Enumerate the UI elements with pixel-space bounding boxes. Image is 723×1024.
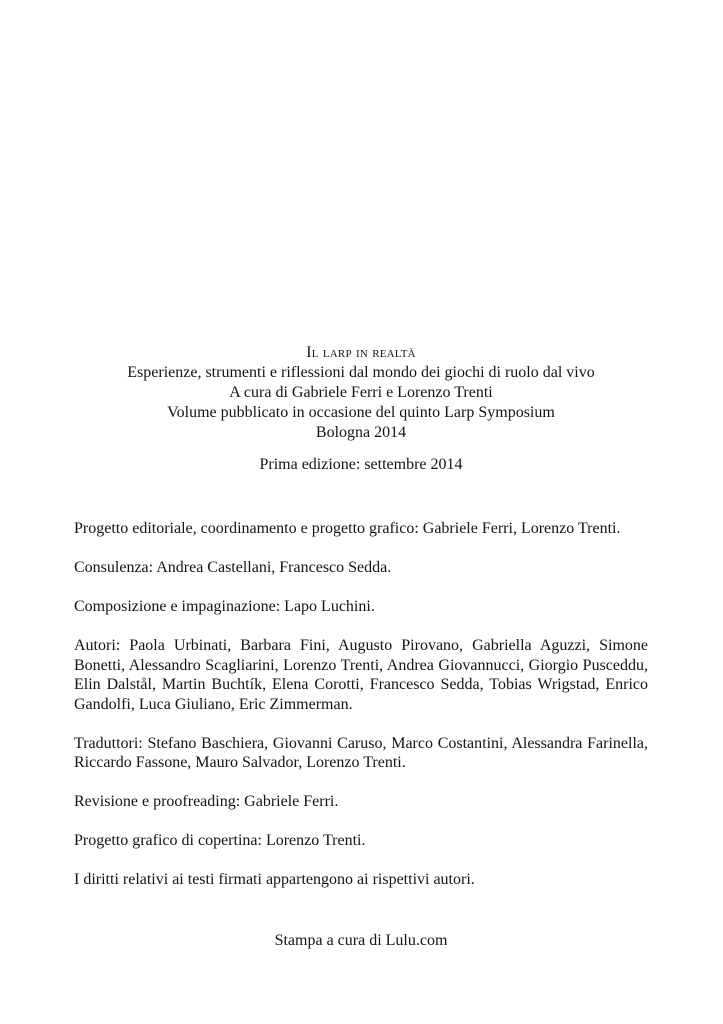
book-subtitle: Esperienze, strumenti e riflessioni dal mondo dei giochi di ruolo dal vivo [127,364,595,381]
credit-typesetting: Composizione e impaginazione: Lapo Luchini. [74,598,375,615]
book-edition: Prima edizione: settembre 2014 [259,456,463,473]
book-place-year: Bologna 2014 [315,424,407,441]
credit-proofreading: Revisione e proofreading: Gabriele Ferri. [74,793,339,810]
print-credit: Stampa a cura di Lulu.com [274,932,448,949]
book-occasion: Volume pubblicato in occasione del quinto Larp Symposium [167,404,555,421]
credit-cover: Progetto grafico di copertina: Lorenzo Trenti. [74,832,366,849]
credit-rights: I diritti relativi ai testi firmati appartengono ai rispettivi autori. [74,871,475,888]
credit-editorial: Progetto editoriale, coordinamento e progetto grafico: Gabriele Ferri, Lorenzo Trenti. [74,520,621,537]
title-block [74,343,648,475]
credits-block [74,519,648,909]
credit-authors: Autori: Paola Urbinati, Barbara Fini, Augusto Pirovano, Gabriella Aguzzi, Simone Bonetti, Alessandro Scagliarini, Lorenzo Trenti, Andrea Giovannucci, Giorgio Pusceddu, Elin Dalstål, Martin Buchtík, Elena Corotti, Francesco Sedda, Tobias Wrigstad, Enrico Gandolfi, Luca Giuliano, Eric Zimmerman. [74,637,648,713]
book-title: Il larp in realtà [306,344,416,361]
credit-translators: Traduttori: Stefano Baschiera, Giovanni Caruso, Marco Costantini, Alessandra Farinella, Riccardo Fassone, Mauro Salvador, Lorenzo Trenti. [74,734,648,771]
book-editors: A cura di Gabriele Ferri e Lorenzo Trenti [229,384,493,401]
credit-consulting: Consulenza: Andrea Castellani, Francesco Sedda. [74,559,392,576]
